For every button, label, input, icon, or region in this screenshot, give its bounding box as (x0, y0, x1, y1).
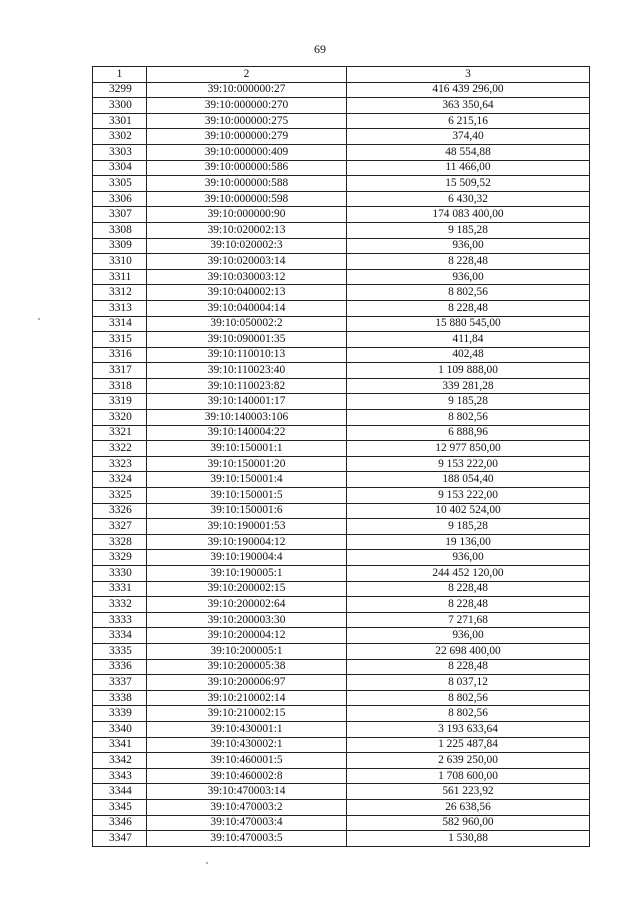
cadastral-value-table (92, 66, 590, 847)
header-row (93, 67, 590, 83)
table-row (93, 566, 590, 582)
row-number-cell: 3332 (93, 597, 147, 613)
row-number-cell: 3311 (93, 269, 147, 285)
table-row (93, 160, 590, 176)
value-cell: 8 228,48 (347, 254, 590, 270)
value-cell: 8 802,56 (347, 690, 590, 706)
row-number-cell: 3302 (93, 129, 147, 145)
row-number-cell: 3303 (93, 144, 147, 160)
column-header-cadastral-number: 2 (147, 67, 347, 83)
value-cell: 339 281,28 (347, 378, 590, 394)
table-row (93, 269, 590, 285)
cadastral-number-cell: 39:10:110023:82 (147, 378, 347, 394)
row-number-cell: 3317 (93, 363, 147, 379)
table-row (93, 628, 590, 644)
cadastral-number-cell: 39:10:470003:14 (147, 784, 347, 800)
cadastral-number-cell: 39:10:150001:1 (147, 441, 347, 457)
value-cell: 15 509,52 (347, 176, 590, 192)
cadastral-number-cell: 39:10:110010:13 (147, 347, 347, 363)
cadastral-number-cell: 39:10:030003:12 (147, 269, 347, 285)
row-number-cell: 3300 (93, 98, 147, 114)
table-row (93, 285, 590, 301)
column-header-value: 3 (347, 67, 590, 83)
cadastral-number-cell: 39:10:150001:5 (147, 488, 347, 504)
table-row (93, 488, 590, 504)
row-number-cell: 3318 (93, 378, 147, 394)
cadastral-number-cell: 39:10:190005:1 (147, 566, 347, 582)
table-row (93, 98, 590, 114)
table-row (93, 737, 590, 753)
row-number-cell: 3324 (93, 472, 147, 488)
cadastral-number-cell: 39:10:200002:64 (147, 597, 347, 613)
value-cell: 26 638,56 (347, 799, 590, 815)
table-body (93, 82, 590, 846)
row-number-cell: 3301 (93, 113, 147, 129)
value-cell: 8 802,56 (347, 706, 590, 722)
value-cell: 188 054,40 (347, 472, 590, 488)
cadastral-number-cell: 39:10:200006:97 (147, 675, 347, 691)
row-number-cell: 3322 (93, 441, 147, 457)
cadastral-number-cell: 39:10:020003:14 (147, 254, 347, 270)
value-cell: 22 698 400,00 (347, 643, 590, 659)
cadastral-number-cell: 39:10:040002:13 (147, 285, 347, 301)
value-cell: 402,48 (347, 347, 590, 363)
row-number-cell: 3338 (93, 690, 147, 706)
row-number-cell: 3347 (93, 831, 147, 847)
cadastral-number-cell: 39:10:000000:588 (147, 176, 347, 192)
table-row (93, 643, 590, 659)
value-cell: 561 223,92 (347, 784, 590, 800)
cadastral-number-cell: 39:10:200002:15 (147, 581, 347, 597)
row-number-cell: 3345 (93, 799, 147, 815)
row-number-cell: 3341 (93, 737, 147, 753)
table-row (93, 550, 590, 566)
value-cell: 1 109 888,00 (347, 363, 590, 379)
row-number-cell: 3305 (93, 176, 147, 192)
table-row (93, 815, 590, 831)
value-cell: 48 554,88 (347, 144, 590, 160)
table-row (93, 472, 590, 488)
table-row (93, 456, 590, 472)
cadastral-number-cell: 39:10:150001:20 (147, 456, 347, 472)
value-cell: 3 193 633,64 (347, 721, 590, 737)
cadastral-number-cell: 39:10:150001:6 (147, 503, 347, 519)
cadastral-number-cell: 39:10:000000:598 (147, 191, 347, 207)
value-cell: 8 037,12 (347, 675, 590, 691)
row-number-cell: 3304 (93, 160, 147, 176)
value-cell: 7 271,68 (347, 612, 590, 628)
value-cell: 12 977 850,00 (347, 441, 590, 457)
cadastral-number-cell: 39:10:190004:12 (147, 534, 347, 550)
row-number-cell: 3346 (93, 815, 147, 831)
row-number-cell: 3340 (93, 721, 147, 737)
value-cell: 8 228,48 (347, 659, 590, 675)
value-cell: 9 153 222,00 (347, 456, 590, 472)
row-number-cell: 3306 (93, 191, 147, 207)
cadastral-number-cell: 39:10:110023:40 (147, 363, 347, 379)
row-number-cell: 3321 (93, 425, 147, 441)
page-number: 69 (314, 42, 326, 56)
table-row (93, 612, 590, 628)
row-number-cell: 3333 (93, 612, 147, 628)
cadastral-number-cell: 39:10:000000:90 (147, 207, 347, 223)
table-row (93, 441, 590, 457)
table-row (93, 410, 590, 426)
table-row (93, 690, 590, 706)
row-number-cell: 3337 (93, 675, 147, 691)
row-number-cell: 3342 (93, 753, 147, 769)
value-cell: 936,00 (347, 628, 590, 644)
value-cell: 9 185,28 (347, 394, 590, 410)
table-row (93, 534, 590, 550)
cadastral-number-cell: 39:10:460002:8 (147, 768, 347, 784)
table-row (93, 831, 590, 847)
cadastral-number-cell: 39:10:040004:14 (147, 300, 347, 316)
cadastral-number-cell: 39:10:150001:4 (147, 472, 347, 488)
value-cell: 411,84 (347, 332, 590, 348)
cadastral-number-cell: 39:10:470003:4 (147, 815, 347, 831)
row-number-cell: 3316 (93, 347, 147, 363)
row-number-cell: 3339 (93, 706, 147, 722)
value-cell: 936,00 (347, 238, 590, 254)
row-number-cell: 3313 (93, 300, 147, 316)
value-cell: 9 185,28 (347, 222, 590, 238)
cadastral-number-cell: 39:10:000000:409 (147, 144, 347, 160)
column-header-number: 1 (93, 67, 147, 83)
table-row (93, 768, 590, 784)
row-number-cell: 3334 (93, 628, 147, 644)
cadastral-number-cell: 39:10:140003:106 (147, 410, 347, 426)
cadastral-number-cell: 39:10:000000:279 (147, 129, 347, 145)
table-row (93, 222, 590, 238)
value-cell: 15 880 545,00 (347, 316, 590, 332)
table-row (93, 799, 590, 815)
cadastral-number-cell: 39:10:020002:13 (147, 222, 347, 238)
table-row (93, 176, 590, 192)
value-cell: 6 215,16 (347, 113, 590, 129)
table-row (93, 347, 590, 363)
value-cell: 2 639 250,00 (347, 753, 590, 769)
cadastral-number-cell: 39:10:200004:12 (147, 628, 347, 644)
table-row (93, 207, 590, 223)
row-number-cell: 3329 (93, 550, 147, 566)
value-cell: 8 228,48 (347, 597, 590, 613)
value-cell: 9 153 222,00 (347, 488, 590, 504)
value-cell: 244 452 120,00 (347, 566, 590, 582)
row-number-cell: 3323 (93, 456, 147, 472)
table-row (93, 82, 590, 98)
row-number-cell: 3309 (93, 238, 147, 254)
table-row (93, 425, 590, 441)
table-row (93, 300, 590, 316)
table-row (93, 659, 590, 675)
row-number-cell: 3319 (93, 394, 147, 410)
cadastral-number-cell: 39:10:000000:27 (147, 82, 347, 98)
cadastral-number-cell: 39:10:210002:14 (147, 690, 347, 706)
cadastral-number-cell: 39:10:460001:5 (147, 753, 347, 769)
value-cell: 1 225 487,84 (347, 737, 590, 753)
table-row (93, 784, 590, 800)
cadastral-number-cell: 39:10:200005:1 (147, 643, 347, 659)
table-row (93, 753, 590, 769)
row-number-cell: 3320 (93, 410, 147, 426)
cadastral-number-cell: 39:10:000000:275 (147, 113, 347, 129)
value-cell: 374,40 (347, 129, 590, 145)
row-number-cell: 3315 (93, 332, 147, 348)
value-cell: 1 530,88 (347, 831, 590, 847)
value-cell: 1 708 600,00 (347, 768, 590, 784)
scan-speck (206, 862, 208, 864)
table-row (93, 394, 590, 410)
value-cell: 416 439 296,00 (347, 82, 590, 98)
value-cell: 8 802,56 (347, 285, 590, 301)
row-number-cell: 3308 (93, 222, 147, 238)
cadastral-number-cell: 39:10:020002:3 (147, 238, 347, 254)
table-row (93, 144, 590, 160)
table-row (93, 378, 590, 394)
value-cell: 10 402 524,00 (347, 503, 590, 519)
cadastral-number-cell: 39:10:200005:38 (147, 659, 347, 675)
row-number-cell: 3327 (93, 519, 147, 535)
table-row (93, 675, 590, 691)
cadastral-number-cell: 39:10:140001:17 (147, 394, 347, 410)
value-cell: 8 228,48 (347, 581, 590, 597)
cadastral-number-cell: 39:10:470003:5 (147, 831, 347, 847)
row-number-cell: 3331 (93, 581, 147, 597)
table-row (93, 191, 590, 207)
row-number-cell: 3299 (93, 82, 147, 98)
row-number-cell: 3310 (93, 254, 147, 270)
row-number-cell: 3336 (93, 659, 147, 675)
row-number-cell: 3328 (93, 534, 147, 550)
value-cell: 174 083 400,00 (347, 207, 590, 223)
row-number-cell: 3343 (93, 768, 147, 784)
cadastral-number-cell: 39:10:090001:35 (147, 332, 347, 348)
row-number-cell: 3330 (93, 566, 147, 582)
row-number-cell: 3314 (93, 316, 147, 332)
table-row (93, 597, 590, 613)
table-row (93, 519, 590, 535)
table-row (93, 706, 590, 722)
value-cell: 582 960,00 (347, 815, 590, 831)
value-cell: 9 185,28 (347, 519, 590, 535)
cadastral-number-cell: 39:10:430002:1 (147, 737, 347, 753)
table-row (93, 129, 590, 145)
scan-speck (38, 318, 40, 320)
table-row (93, 238, 590, 254)
value-cell: 8 228,48 (347, 300, 590, 316)
table-row (93, 503, 590, 519)
row-number-cell: 3307 (93, 207, 147, 223)
row-number-cell: 3344 (93, 784, 147, 800)
value-cell: 19 136,00 (347, 534, 590, 550)
value-cell: 6 888,96 (347, 425, 590, 441)
row-number-cell: 3335 (93, 643, 147, 659)
table-row (93, 332, 590, 348)
cadastral-number-cell: 39:10:190004:4 (147, 550, 347, 566)
cadastral-number-cell: 39:10:190001:53 (147, 519, 347, 535)
table-row (93, 721, 590, 737)
value-cell: 936,00 (347, 269, 590, 285)
table-row (93, 581, 590, 597)
cadastral-number-cell: 39:10:470003:2 (147, 799, 347, 815)
cadastral-number-cell: 39:10:200003:30 (147, 612, 347, 628)
cadastral-number-cell: 39:10:210002:15 (147, 706, 347, 722)
cadastral-number-cell: 39:10:430001:1 (147, 721, 347, 737)
value-cell: 8 802,56 (347, 410, 590, 426)
table-row (93, 316, 590, 332)
cadastral-number-cell: 39:10:140004:22 (147, 425, 347, 441)
cadastral-number-cell: 39:10:050002:2 (147, 316, 347, 332)
value-cell: 6 430,32 (347, 191, 590, 207)
value-cell: 363 350,64 (347, 98, 590, 114)
value-cell: 936,00 (347, 550, 590, 566)
cadastral-number-cell: 39:10:000000:586 (147, 160, 347, 176)
row-number-cell: 3326 (93, 503, 147, 519)
table-row (93, 113, 590, 129)
table-row (93, 254, 590, 270)
row-number-cell: 3312 (93, 285, 147, 301)
value-cell: 11 466,00 (347, 160, 590, 176)
cadastral-number-cell: 39:10:000000:270 (147, 98, 347, 114)
row-number-cell: 3325 (93, 488, 147, 504)
table-row (93, 363, 590, 379)
